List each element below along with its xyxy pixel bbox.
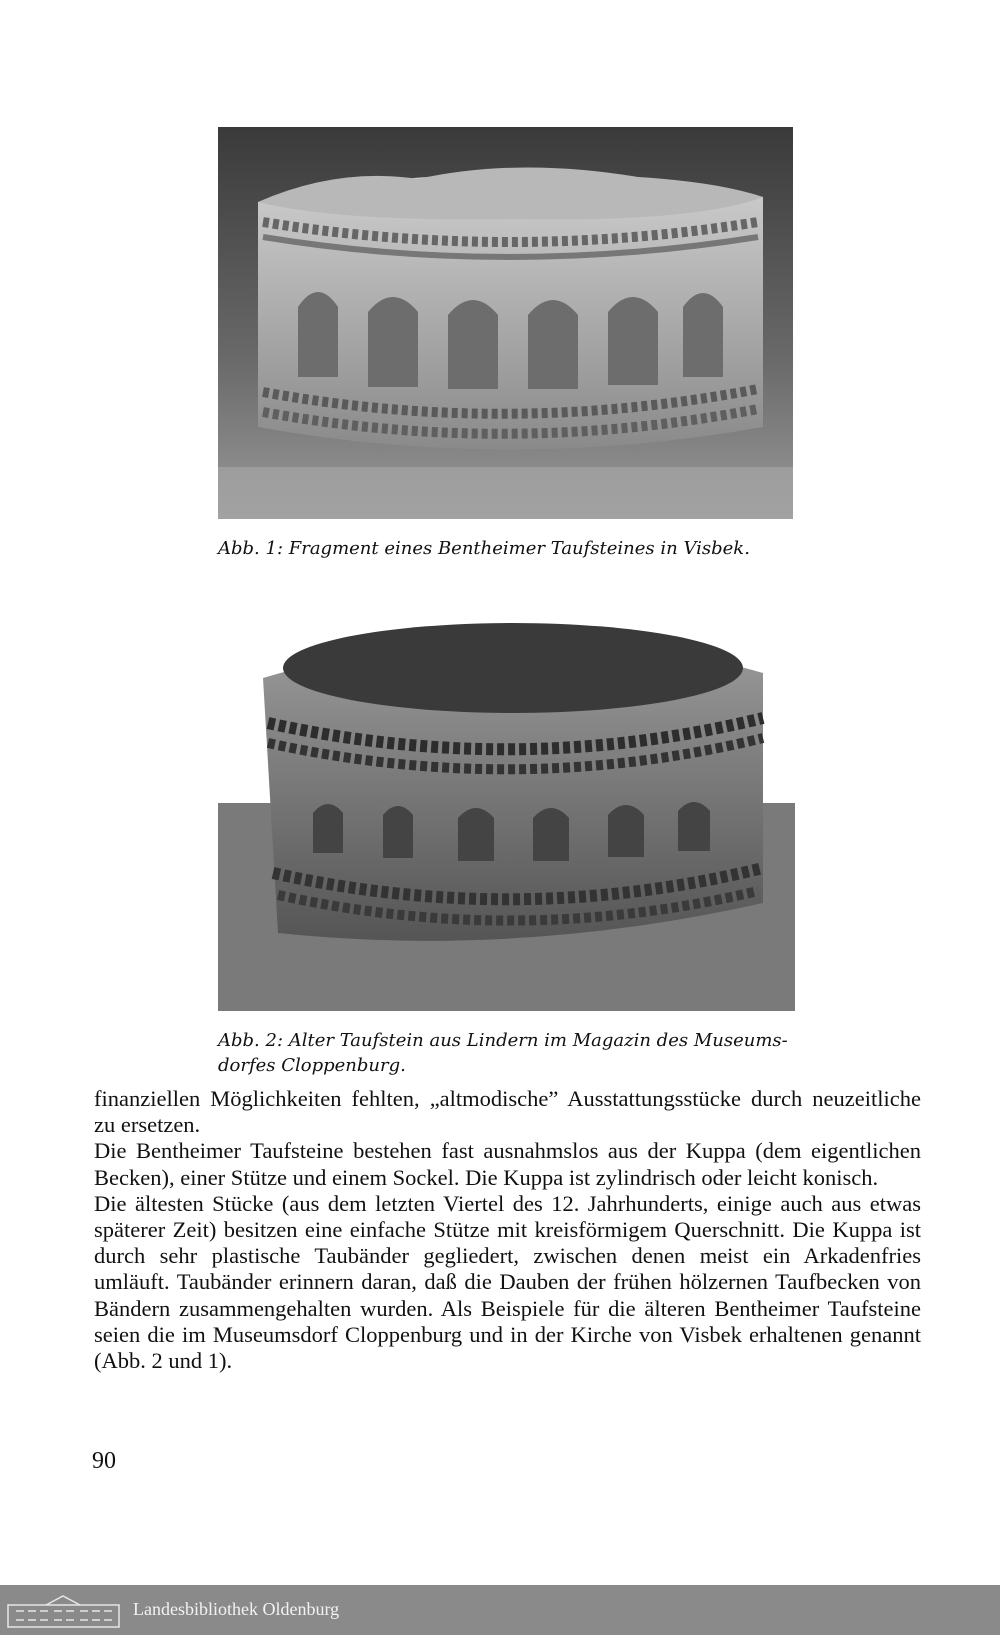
- body-text: [94, 1086, 921, 1374]
- paragraph: finanziellen Möglichkeiten fehlten, „altmodische” Ausstattungsstücke durch neuzeitliche zu ersetzen.: [94, 1086, 921, 1138]
- figure-2-photo: [218, 603, 795, 1011]
- library-building-icon: [6, 1593, 121, 1629]
- page-number: 90: [92, 1448, 116, 1474]
- figure-2-caption-line-1: Abb. 2: Alter Taufstein aus Lindern im Magazin des Museums-: [218, 1030, 788, 1051]
- paragraph: Die Bentheimer Taufsteine bestehen fast ausnahmslos aus der Kuppa (dem eigentlichen Becken), einer Stütze und einem Sockel. Die Kuppa ist zylindrisch oder leicht konisch.: [94, 1138, 921, 1190]
- footer-bar: [0, 1585, 1000, 1635]
- figure-1-photo: [218, 127, 793, 519]
- figure-1-caption: Abb. 1: Fragment eines Bentheimer Taufsteines in Visbek.: [218, 538, 750, 559]
- paragraph: Die ältesten Stücke (aus dem letzten Viertel des 12. Jahrhunderts, einige auch aus etwas späterer Zeit) besitzen eine einfache Stütze mit kreisförmigem Querschnitt. Die Kuppa ist durch sehr plastische Taubänder gegliedert, zwischen denen meist ein Arkadenfries umläuft. Taubänder erinnern daran, daß die Dauben der frühen hölzernen Taufbecken von Bändern zusammengehalten wurden. Als Beispiele für die älteren Bentheimer Taufsteine seien die im Museumsdorf Cloppenburg und in der Kirche von Visbek erhaltenen genannt (Abb. 2 und 1).: [94, 1190, 921, 1374]
- footer-library-name: Landesbibliothek Oldenburg: [133, 1599, 340, 1619]
- figure-2-caption-line-2: dorfes Cloppenburg.: [218, 1055, 406, 1076]
